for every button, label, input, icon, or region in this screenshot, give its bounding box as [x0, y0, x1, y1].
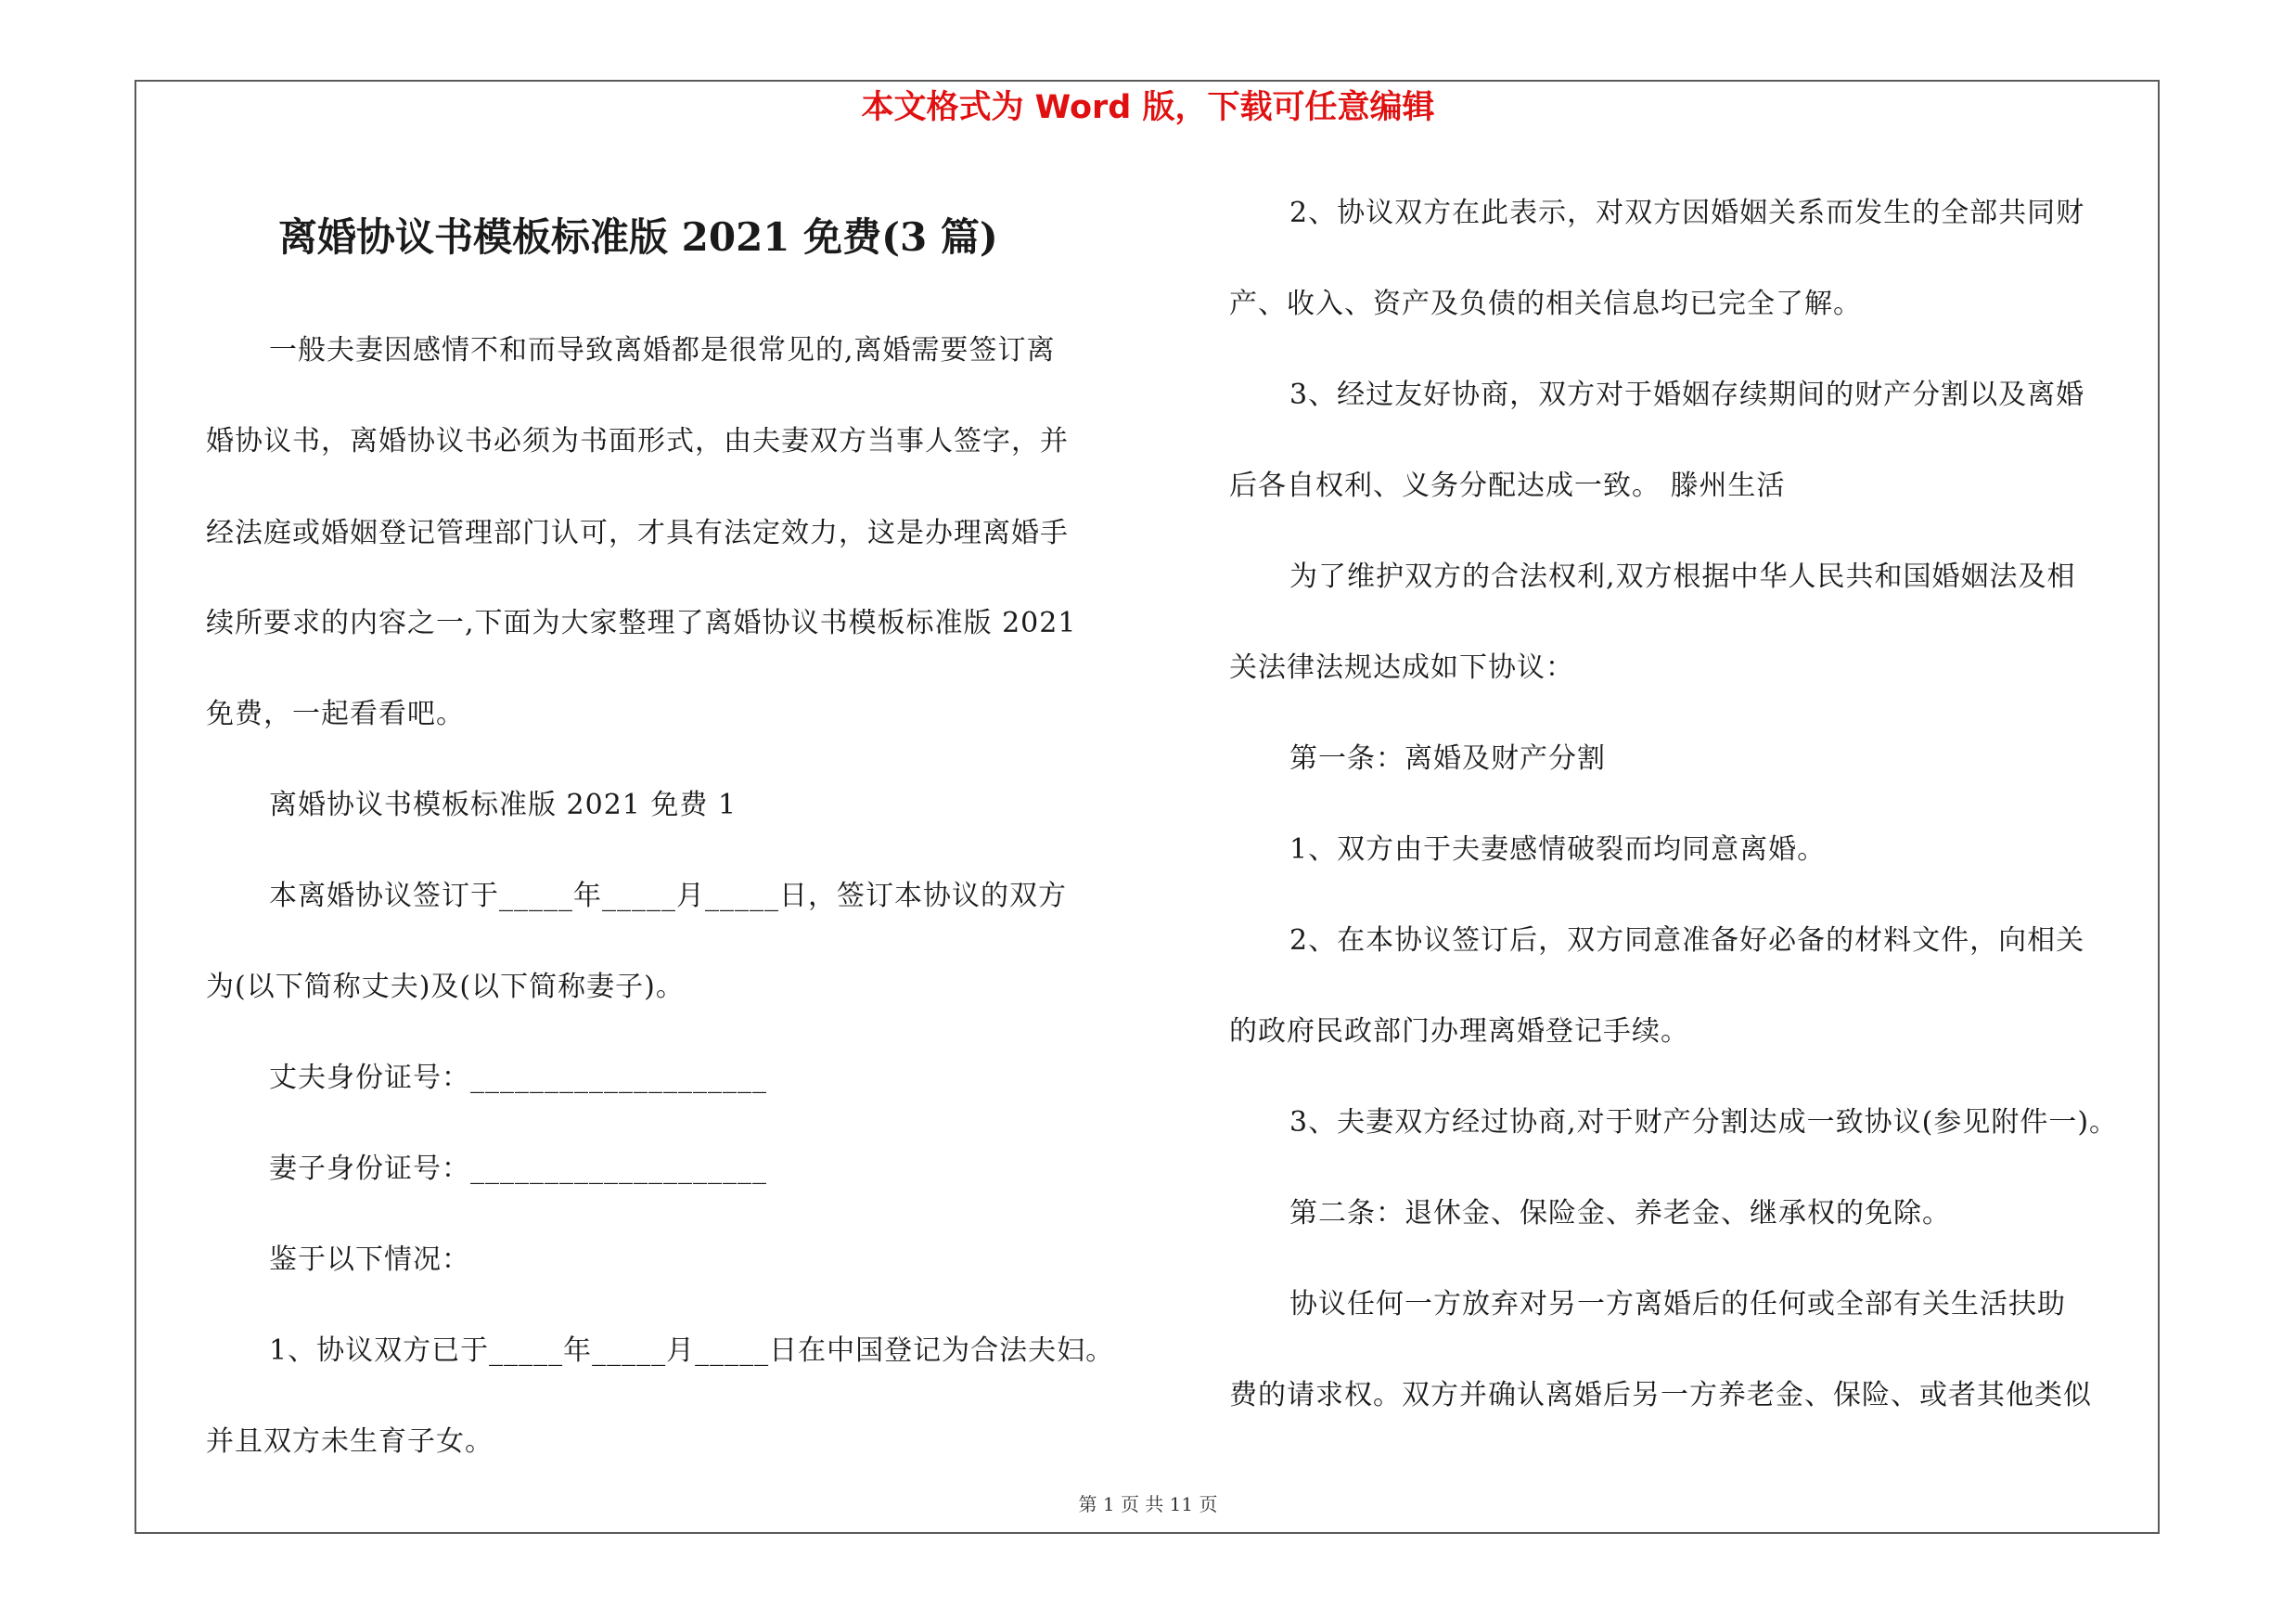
page-number: 第 1 页 共 11 页	[1078, 1493, 1218, 1515]
document-title: 离婚协议书模板标准版 2021 免费(3 篇)	[278, 214, 998, 260]
paragraph-line: 后各自权利、义务分配达成一致。 滕州生活	[1229, 470, 1786, 502]
paragraph-line: 协议任何一方放弃对另一方离婚后的任何或全部有关生活扶助	[1289, 1288, 2066, 1320]
paragraph-line: 鉴于以下情况：	[269, 1243, 470, 1276]
paragraph-line: 产、收入、资产及负债的相关信息均已完全了解。	[1229, 288, 1862, 320]
paragraph-line: 1、双方由于夫妻感情破裂而均同意离婚。	[1289, 833, 1827, 866]
paragraph-line: 经法庭或婚姻登记管理部门认可，才具有法定效力，这是办理离婚手	[206, 517, 1069, 549]
paragraph-line: 3、夫妻双方经过协商,对于财产分割达成一致协议(参见附件一)。	[1289, 1106, 2119, 1139]
paragraph-line: 关法律法规达成如下协议：	[1229, 651, 1574, 684]
paragraph-line: 1、协议双方已于_____年_____月_____日在中国登记为合法夫妇。	[269, 1334, 1115, 1367]
paragraph-line: 为了维护双方的合法权利,双方根据中华人民共和国婚姻法及相	[1289, 560, 2076, 593]
wife-id-field: 妻子身份证号：____________________	[269, 1153, 767, 1185]
paragraph-line: 2、协议双方在此表示，对双方因婚姻关系而发生的全部共同财	[1289, 197, 2085, 229]
paragraph-line: 免费，一起看看吧。	[206, 698, 465, 730]
husband-id-field: 丈夫身份证号：____________________	[269, 1062, 767, 1094]
article-heading: 第一条：离婚及财产分割	[1289, 742, 1606, 775]
paragraph-line: 2、在本协议签订后，双方同意准备好必备的材料文件，向相关	[1289, 924, 2085, 957]
paragraph-line: 婚协议书，离婚协议书必须为书面形式，由夫妻双方当事人签字，并	[206, 425, 1069, 457]
format-banner: 本文格式为 Word 版，下载可任意编辑	[861, 89, 1435, 126]
paragraph-line: 3、经过友好协商，双方对于婚姻存续期间的财产分割以及离婚	[1289, 379, 2085, 411]
section-heading: 离婚协议书模板标准版 2021 免费 1	[269, 789, 738, 821]
paragraph-line: 的政府民政部门办理离婚登记手续。	[1229, 1015, 1689, 1048]
paragraph-line: 为(以下简称丈夫)及(以下简称妻子)。	[206, 971, 685, 1003]
paragraph-line: 费的请求权。双方并确认离婚后另一方养老金、保险、或者其他类似	[1229, 1379, 2092, 1411]
paragraph-line: 并且双方未生育子女。	[206, 1425, 494, 1458]
paragraph-line: 本离婚协议签订于_____年_____月_____日，签订本协议的双方	[269, 880, 1067, 912]
paragraph-line: 续所要求的内容之一,下面为大家整理了离婚协议书模板标准版 2021	[206, 607, 1077, 639]
article-heading: 第二条：退休金、保险金、养老金、继承权的免除。	[1289, 1197, 1951, 1230]
paragraph-line: 一般夫妻因感情不和而导致离婚都是很常见的,离婚需要签订离	[269, 334, 1056, 367]
